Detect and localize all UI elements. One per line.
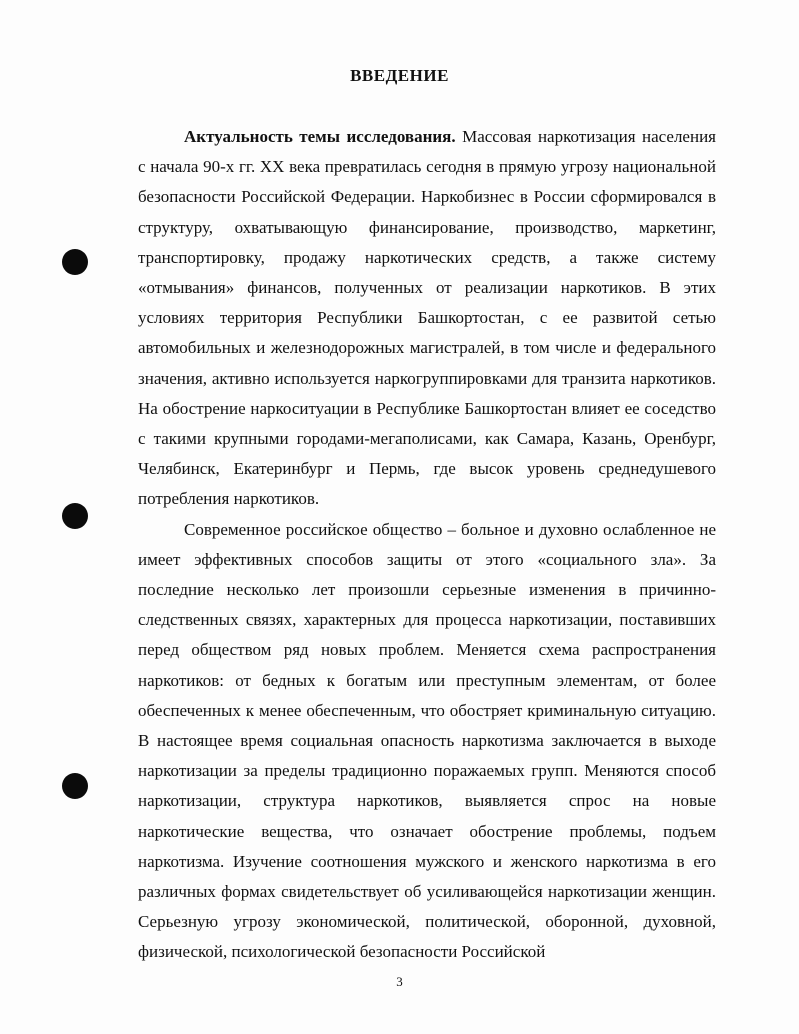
paragraph-text: Массовая наркотизация населения с начала 90-х гг. XX века превратилась сегодня в прямую угрозу национальной безопасности Российской Федерации. Наркобизнес в России сформировался в структуру, охватывающую финансирование, производство, маркетинг, транспортировку, продажу наркотических средств, а также систему «отмывания» финансов, полученных от реализации наркотиков. В этих условиях территория Республики Башкортостан, с ее развитой сетью автомобильных и железнодорожных магистралей, в том числе и федерального значения, активно используется наркогруппировками для транзита наркотиков. На обострение наркоситуации в Республике Башкортостан влияет ее соседство с такими крупными городами-мегаполисами, как Самара, Казань, Оренбург, Челябинск, Екатеринбург и Пермь, где высок уровень среднедушевого потребления наркотиков. — [138, 127, 716, 509]
page-number: 3 — [396, 974, 403, 989]
paragraph-lead: Актуальность темы исследования. — [184, 127, 456, 146]
paragraph-relevance — [138, 122, 716, 515]
page-title: ВВЕДЕНИЕ — [350, 66, 449, 85]
punch-hole-mark — [62, 249, 88, 275]
punch-hole-mark — [62, 773, 88, 799]
document-body — [138, 122, 716, 968]
punch-hole-mark — [62, 503, 88, 529]
paragraph-society: Современное российское общество – больное и духовно ослабленное не имеет эффективных способов защиты от этого «социального зла». За последние несколько лет произошли серьезные изменения в причинно-следственных связях, характерных для процесса наркотизации, поставивших перед обществом ряд новых проблем. Меняется схема распространения наркотиков: от бедных к богатым или преступным элементам, от более обеспеченных к менее обеспеченным, что обостряет криминальную ситуацию. В настоящее время социальная опасность наркотизма заключается в выходе наркотизации за пределы традиционно поражаемых групп. Меняются способ наркотизации, структура наркотиков, выявляется спрос на новые наркотические вещества, что означает обострение проблемы, подъем наркотизма. Изучение соотношения мужского и женского наркотизма в его различных формах свидетельствует об усиливающейся наркотизации женщин. Серьезную угрозу экономической, политической, оборонной, духовной, физической, психологической безопасности Российской — [138, 519, 716, 962]
